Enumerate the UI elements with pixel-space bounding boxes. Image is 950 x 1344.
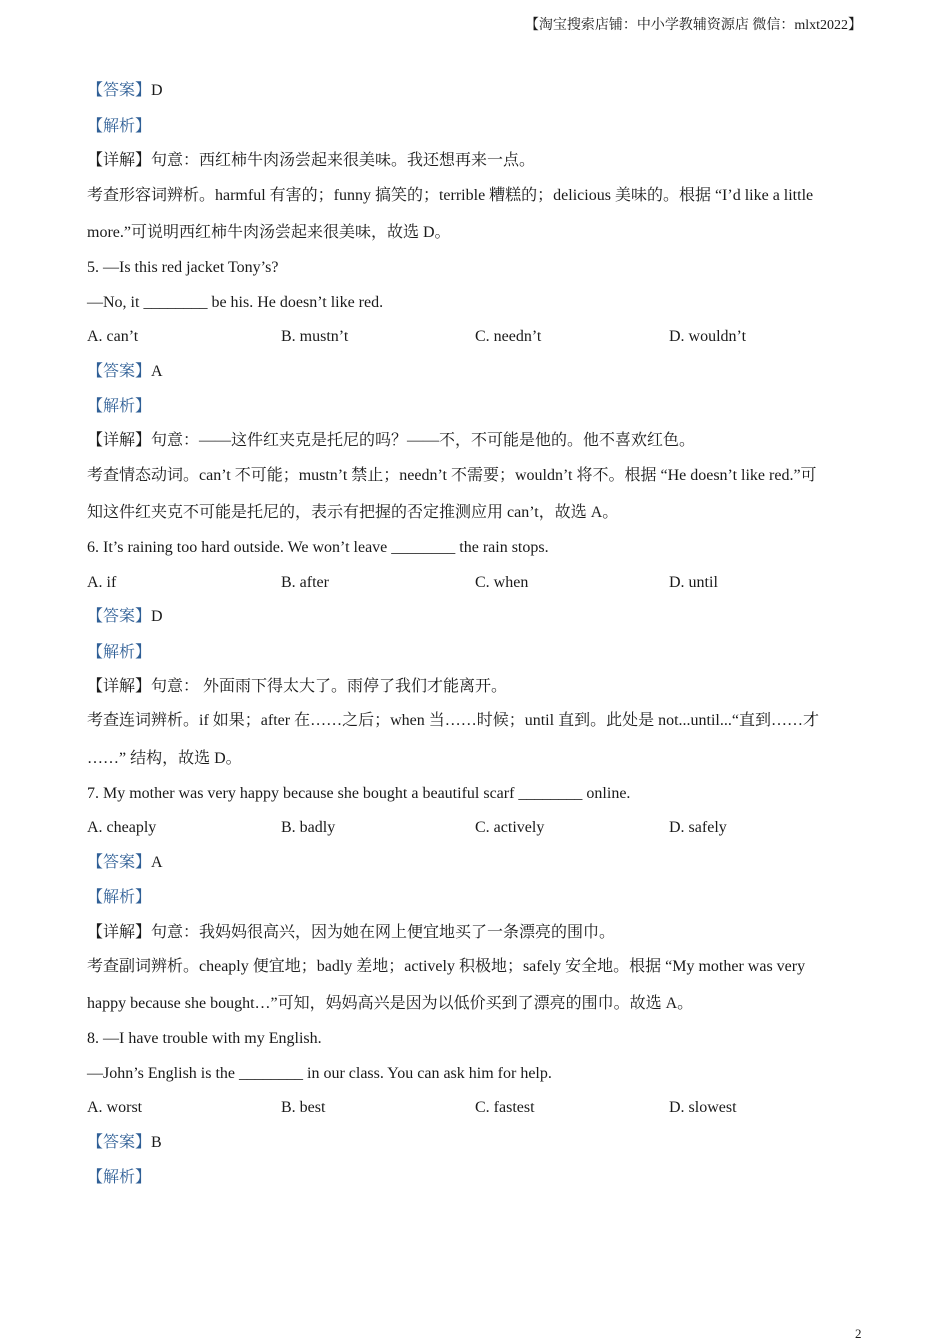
q7-answer-line [87, 853, 163, 873]
q6-stem-1: 6. It’s raining too hard outside. We won’t leave ________ the rain stops. [87, 539, 549, 556]
q7-explanation-2: happy because she bought…”可知，妈妈高兴是因为以低价买到了漂亮的围巾。故选 A。 [87, 995, 694, 1012]
q8-stem-1: 8. —I have trouble with my English. [87, 1030, 322, 1047]
page-header: 【淘宝搜索店铺：中小学教辅资源店 微信：mlxt2022】 [524, 18, 862, 33]
q8-analysis-label: 【解析】 [87, 1169, 152, 1186]
q5-explanation-1: 考查情态动词。can’t 不可能；mustn’t 禁止；needn’t 不需要；wouldn’t 将不。根据 “He doesn’t like red.”可 [87, 467, 817, 484]
q7-option-c: C. actively [475, 819, 545, 836]
q5-stem-1: 5. —Is this red jacket Tony’s? [87, 259, 279, 276]
q6-answer: D [151, 608, 163, 625]
q8-option-a: A. worst [87, 1099, 143, 1116]
q8-option-b: B. best [281, 1099, 326, 1116]
q5-option-c: C. needn’t [475, 328, 542, 345]
q7-option-b: B. badly [281, 819, 336, 836]
q6-analysis-label: 【解析】 [87, 644, 152, 661]
q4-answer-line [87, 81, 163, 101]
q7-detail-line [87, 923, 615, 943]
answer-label: 【答案】 [87, 363, 152, 380]
q6-explanation-1: 考查连词辨析。if 如果；after 在……之后；when 当……时候；until 直到。此处是 not...until...“直到……才 [87, 712, 819, 729]
q4-explanation-1: 考查形容词辨析。harmful 有害的；funny 搞笑的；terrible 糟糕的；delicious 美味的。根据 “I’d like a little [87, 187, 814, 204]
q8-option-c: C. fastest [475, 1099, 535, 1116]
q7-option-d: D. safely [669, 819, 727, 836]
q7-analysis-label: 【解析】 [87, 889, 152, 906]
q6-detail: 句意： 外面雨下得太大了。雨停了我们才能离开。 [151, 678, 508, 695]
q7-explanation-1: 考查副词辨析。cheaply 便宜地；badly 差地；actively 积极地；safely 安全地。根据 “My mother was very [87, 958, 806, 975]
q5-answer: A [151, 363, 163, 380]
q6-option-d: D. until [669, 574, 718, 591]
detail-label: 【详解】 [87, 432, 152, 449]
q7-option-a: A. cheaply [87, 819, 157, 836]
q4-detail: 句意：西红柿牛肉汤尝起来很美味。我还想再来一点。 [151, 152, 536, 169]
q5-analysis-label: 【解析】 [87, 398, 152, 415]
q5-explanation-2: 知这件红夹克不可能是托尼的，表示有把握的否定推测应用 can’t，故选 A。 [87, 504, 619, 521]
q7-detail: 句意：我妈妈很高兴，因为她在网上便宜地买了一条漂亮的围巾。 [151, 924, 616, 941]
answer-label: 【答案】 [87, 854, 152, 871]
q5-option-a: A. can’t [87, 328, 139, 345]
q7-answer: A [151, 854, 163, 871]
detail-label: 【详解】 [87, 152, 152, 169]
q6-detail-line [87, 677, 507, 697]
q7-stem-1: 7. My mother was very happy because she bought a beautiful scarf ________ online. [87, 785, 631, 802]
detail-label: 【详解】 [87, 678, 152, 695]
q5-detail: 句意：——这件红夹克是托尼的吗？——不，不可能是他的。他不喜欢红色。 [151, 432, 696, 449]
q6-option-a: A. if [87, 574, 117, 591]
page-number: 2 [855, 1326, 862, 1341]
answer-label: 【答案】 [87, 1134, 152, 1151]
q5-detail-line [87, 431, 695, 451]
q6-explanation-2: ……” 结构，故选 D。 [87, 750, 242, 767]
q6-option-c: C. when [475, 574, 529, 591]
q8-answer-line [87, 1133, 162, 1153]
q5-option-b: B. mustn’t [281, 328, 349, 345]
q6-option-b: B. after [281, 574, 329, 591]
q4-detail-line [87, 151, 535, 171]
q8-answer: B [151, 1134, 162, 1151]
q8-stem-2: —John’s English is the ________ in our class. You can ask him for help. [87, 1065, 552, 1082]
q5-answer-line [87, 362, 163, 382]
q4-analysis-label: 【解析】 [87, 118, 152, 135]
q4-explanation-2: more.”可说明西红柿牛肉汤尝起来很美味，故选 D。 [87, 224, 451, 241]
q4-answer: D [151, 82, 163, 99]
q5-stem-2: —No, it ________ be his. He doesn’t like red. [87, 294, 384, 311]
q8-option-d: D. slowest [669, 1099, 737, 1116]
q5-option-d: D. wouldn’t [669, 328, 747, 345]
answer-label: 【答案】 [87, 608, 152, 625]
q6-answer-line [87, 607, 163, 627]
answer-label: 【答案】 [87, 82, 152, 99]
detail-label: 【详解】 [87, 924, 152, 941]
